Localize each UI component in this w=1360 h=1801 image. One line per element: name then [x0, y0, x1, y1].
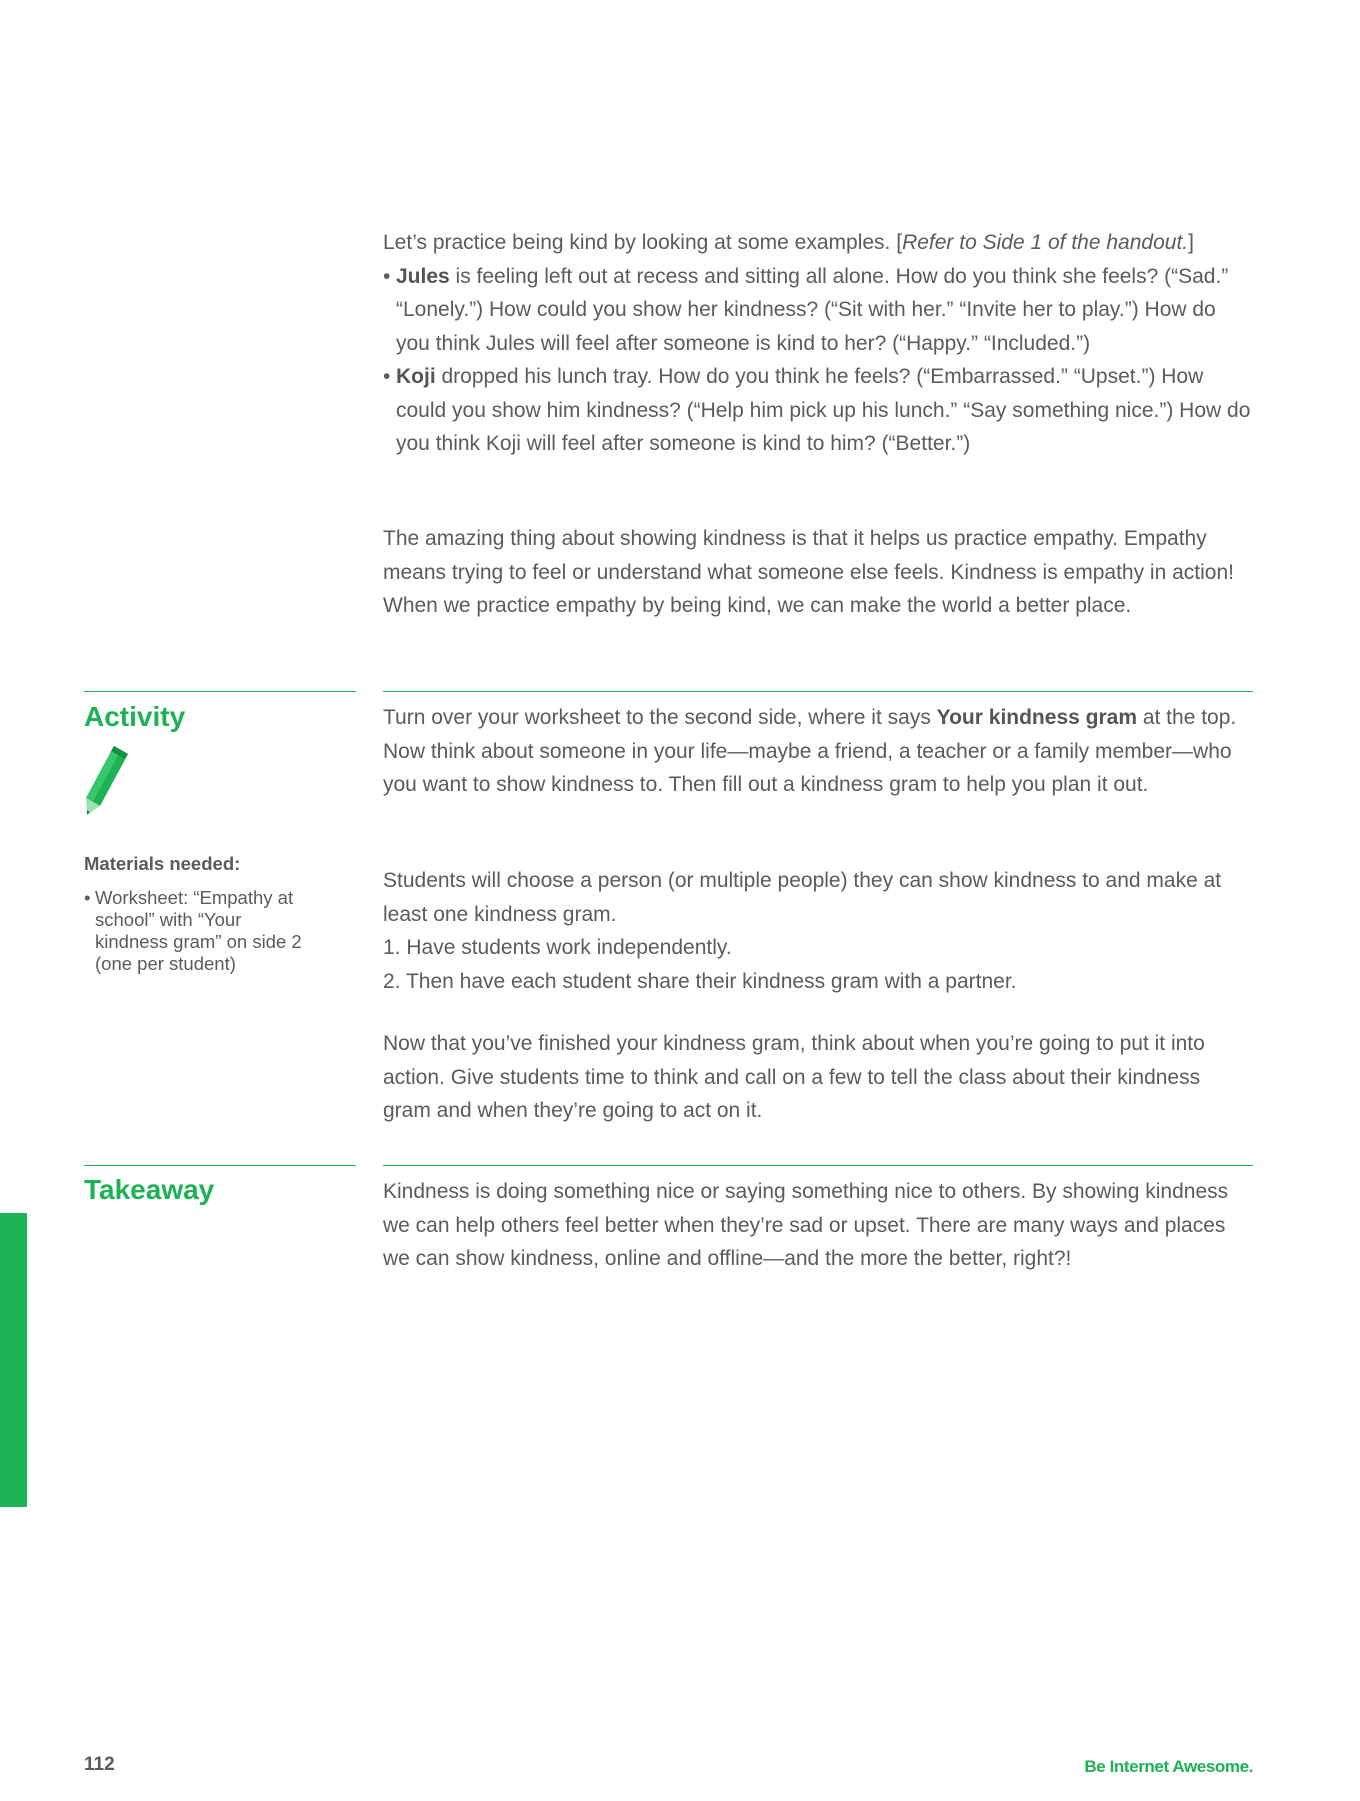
intro-lead: Let’s practice being kind by looking at some examples. [Refer to Side 1 of the handout.]: [383, 231, 1194, 254]
intro-section: [383, 226, 1253, 461]
activity-paragraph-1: Turn over your worksheet to the second side, where it says Your kindness gram at the top. Now think about someone in your life—maybe a friend, a teacher or a family member—who you want to show kindness to. Then fill out a kindness gram to help you plan it out.: [383, 706, 1237, 796]
list-item: • Koji dropped his lunch tray. How do you think he feels? (“Embarrassed.” “Upset.”) How could you show him kindness? (“Help him pick up his lunch.” “Say something nice.”) How do you think Koji will feel after someone is kind to him? (“Better.”): [383, 365, 1251, 455]
takeaway-divider-left: [84, 1165, 356, 1166]
takeaway-divider-right: [383, 1165, 1253, 1166]
page-number: 112: [84, 1754, 115, 1775]
step-1: 1. Have students work independently.: [383, 936, 732, 959]
materials-title: Materials needed:: [84, 853, 241, 874]
takeaway-title: Takeaway: [84, 1174, 215, 1205]
list-item: • Worksheet: “Empathy at school” with “Your kindness gram” on side 2 (one per student): [84, 887, 302, 974]
takeaway-paragraph: Kindness is doing something nice or saying something nice to others. By showing kindness we can help others feel better when they’re sad or upset. There are many ways and places we can show kindness, online and offline—and the more the better, right?!: [383, 1180, 1229, 1270]
side-accent-bar: [0, 1213, 27, 1507]
pencil-icon: [84, 744, 130, 816]
activity-divider-left: [84, 691, 356, 692]
empathy-paragraph: The amazing thing about showing kindness is that it helps us practice empathy. Empathy means trying to feel or understand what someone else feels. Kindness is empathy in action! When we practice empathy by being kind, we can make the world a better place.: [383, 527, 1234, 617]
activity-paragraph-3: Now that you’ve finished your kindness gram, think about when you’re going to put it into action. Give students time to think and call on a few to tell the class about their kindness gram and when they’re going to act on it.: [383, 1032, 1205, 1122]
materials-list: [84, 887, 314, 975]
brand-logo: Be Internet Awesome.: [1084, 1757, 1253, 1776]
activity-title: Activity: [84, 701, 186, 732]
activity-divider-right: [383, 691, 1253, 692]
activity-paragraph-2: Students will choose a person (or multiple people) they can show kindness to and make at least one kindness gram. 1. Have students work independently. 2. Then have each student share their kindness gram with a partner.: [383, 864, 1253, 998]
step-2: 2. Then have each student share their kindness gram with a partner.: [383, 969, 1017, 993]
list-item: • Jules is feeling left out at recess and sitting all alone. How do you think she feels? (“Sad.” “Lonely.”) How could you show her kindness? (“Sit with her.” “Invite her to play.”) How do you think Jules will feel after someone is kind to her? (“Happy.” “Included.”): [383, 264, 1229, 355]
